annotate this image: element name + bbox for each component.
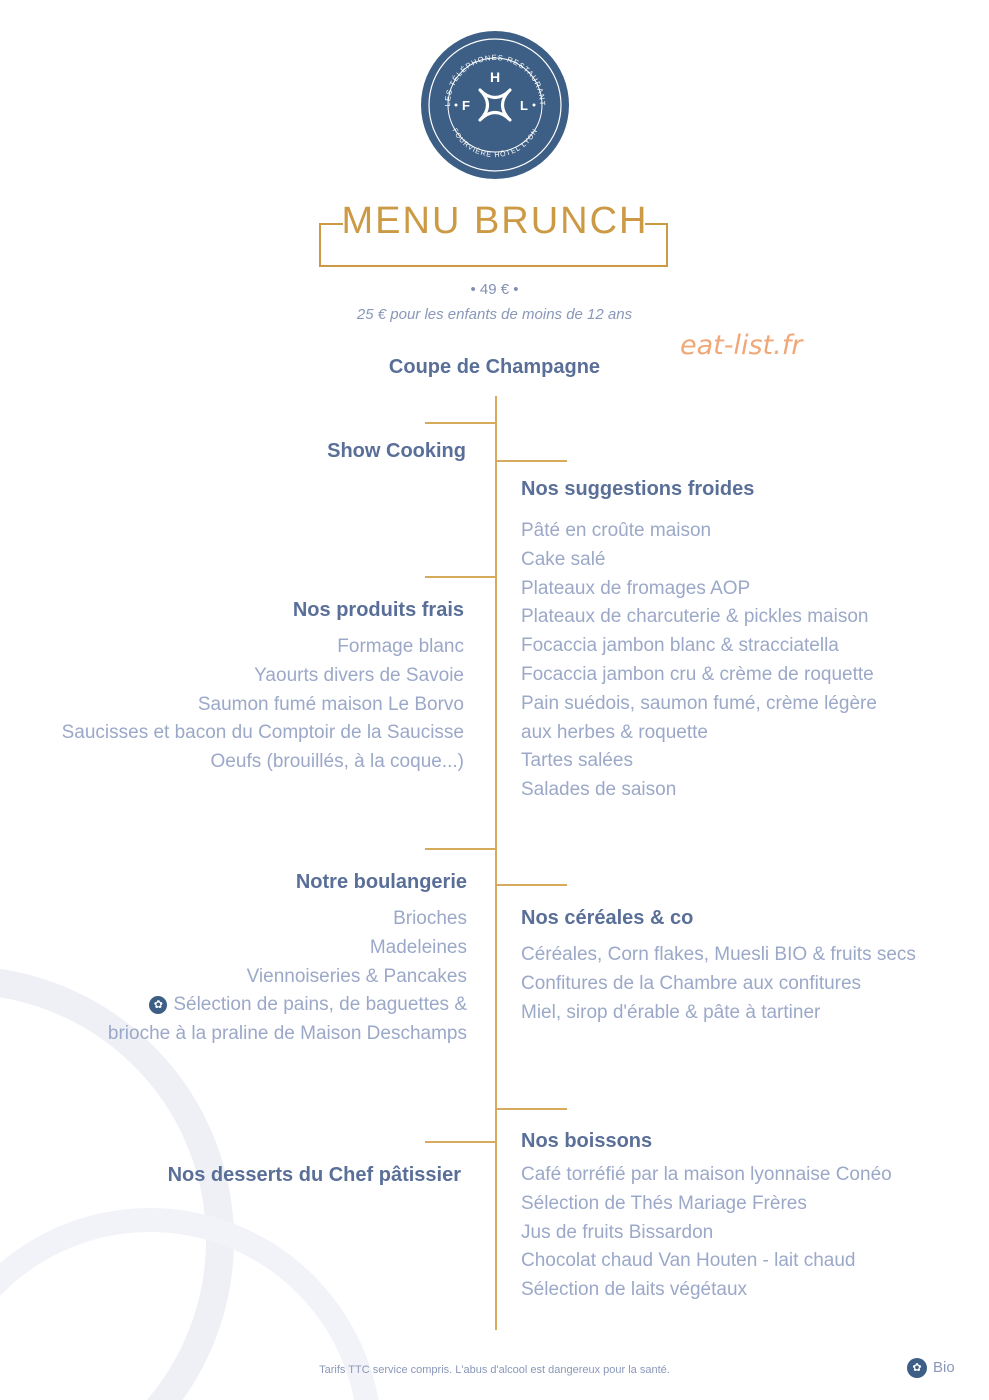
list-item: Formage blanc [337,636,464,657]
list-item: Saucisses et bacon du Comptoir de la Saucisse [61,722,464,744]
list-item: Pâté en croûte maison [521,520,712,541]
list-item: Confitures de la Chambre aux confitures [521,972,862,994]
restaurant-logo [420,30,570,180]
leaf-icon: ✿ [907,1358,927,1378]
logo-ring-text-bottom: FOURVIÈRE HÔTEL LYON [450,127,540,160]
list-item: Focaccia jambon cru & crème de roquette [521,663,874,685]
list-item: Salades de saison [521,779,677,801]
list-item: Tartes salées [521,750,633,772]
logo-letter-l: L [520,98,528,113]
logo-letter-h: H [489,69,501,85]
coupe-champagne-heading: Coupe de Champagne [388,356,601,378]
cereales-list [521,941,916,1027]
cereales-heading: Nos céréales & co [521,907,694,929]
bio-legend [907,1358,955,1378]
branch-produits-frais [425,576,495,578]
suggestions-froides-heading: Nos suggestions froides [521,478,755,500]
list-item: Sélection de laits végétaux [521,1279,748,1301]
produits-frais-list [20,633,464,777]
list-item: Plateaux de charcuterie & pickles maison [521,606,869,628]
boulangerie-heading: Notre boulangerie [295,871,467,893]
list-item: Yaourts divers de Savoie [254,664,464,686]
branch-boulangerie [425,848,495,850]
list-item: Miel, sirop d'érable & pâte à tartiner [521,1001,821,1023]
timeline-vertical [495,396,497,1330]
boulangerie-list [20,905,467,1049]
branch-suggestions [497,460,567,462]
list-item: Jus de fruits Bissardon [521,1221,714,1243]
list-item: Madeleines [369,936,467,958]
desserts-heading: Nos desserts du Chef pâtissier [167,1164,461,1186]
boissons-heading: Nos boissons [521,1130,653,1152]
menu-title: MENU BRUNCH [341,200,649,242]
list-item-bio [20,991,467,1020]
list-item: Brioches [393,908,467,929]
footer-note: Tarifs TTC service compris. L'abus d'alcool est dangereux pour la santé. [319,1364,670,1376]
leaf-icon: ✿ [149,996,167,1014]
list-item: Sélection de Thés Mariage Frères [521,1192,807,1214]
menu-price: • 49 € • [470,281,519,298]
list-item: Saumon fumé maison Le Borvo [197,693,464,715]
list-item: Chocolat chaud Van Houten - lait chaud [521,1250,856,1272]
watermark: eat-list.fr [680,330,803,361]
list-item: Oeufs (brouillés, à la coque...) [210,751,464,773]
suggestions-froides-list [521,517,877,805]
branch-desserts [425,1141,495,1143]
list-item: Pain suédois, saumon fumé, crème légère [521,692,877,714]
logo-ring-text-top: LES TÉLÉPHONES RESTAURANT [442,52,548,107]
list-item: Focaccia jambon blanc & stracciatella [521,635,839,657]
list-item: Viennoiseries & Pancakes [246,965,467,987]
list-item: brioche à la praline de Maison Deschamps [107,1023,467,1045]
list-item: Café torréfié par la maison lyonnaise Conéo [521,1164,892,1185]
logo-letter-f: F [462,98,470,113]
list-item: Plateaux de fromages AOP [521,577,751,599]
branch-show-cooking [425,422,495,424]
list-item: aux herbes & roquette [521,721,708,743]
show-cooking-heading: Show Cooking [327,440,466,462]
bio-label: Bio [933,1358,955,1376]
list-item: Céréales, Corn flakes, Muesli BIO & fruits secs [521,944,916,965]
boissons-list [521,1161,892,1305]
branch-boissons [497,1108,567,1110]
menu-price-note: 25 € pour les enfants de moins de 12 ans [356,306,633,323]
list-item: Cake salé [521,548,606,570]
produits-frais-heading: Nos produits frais [292,599,464,621]
list-item-label: Sélection de pains, de baguettes & [173,994,467,1016]
branch-cereales [497,884,567,886]
